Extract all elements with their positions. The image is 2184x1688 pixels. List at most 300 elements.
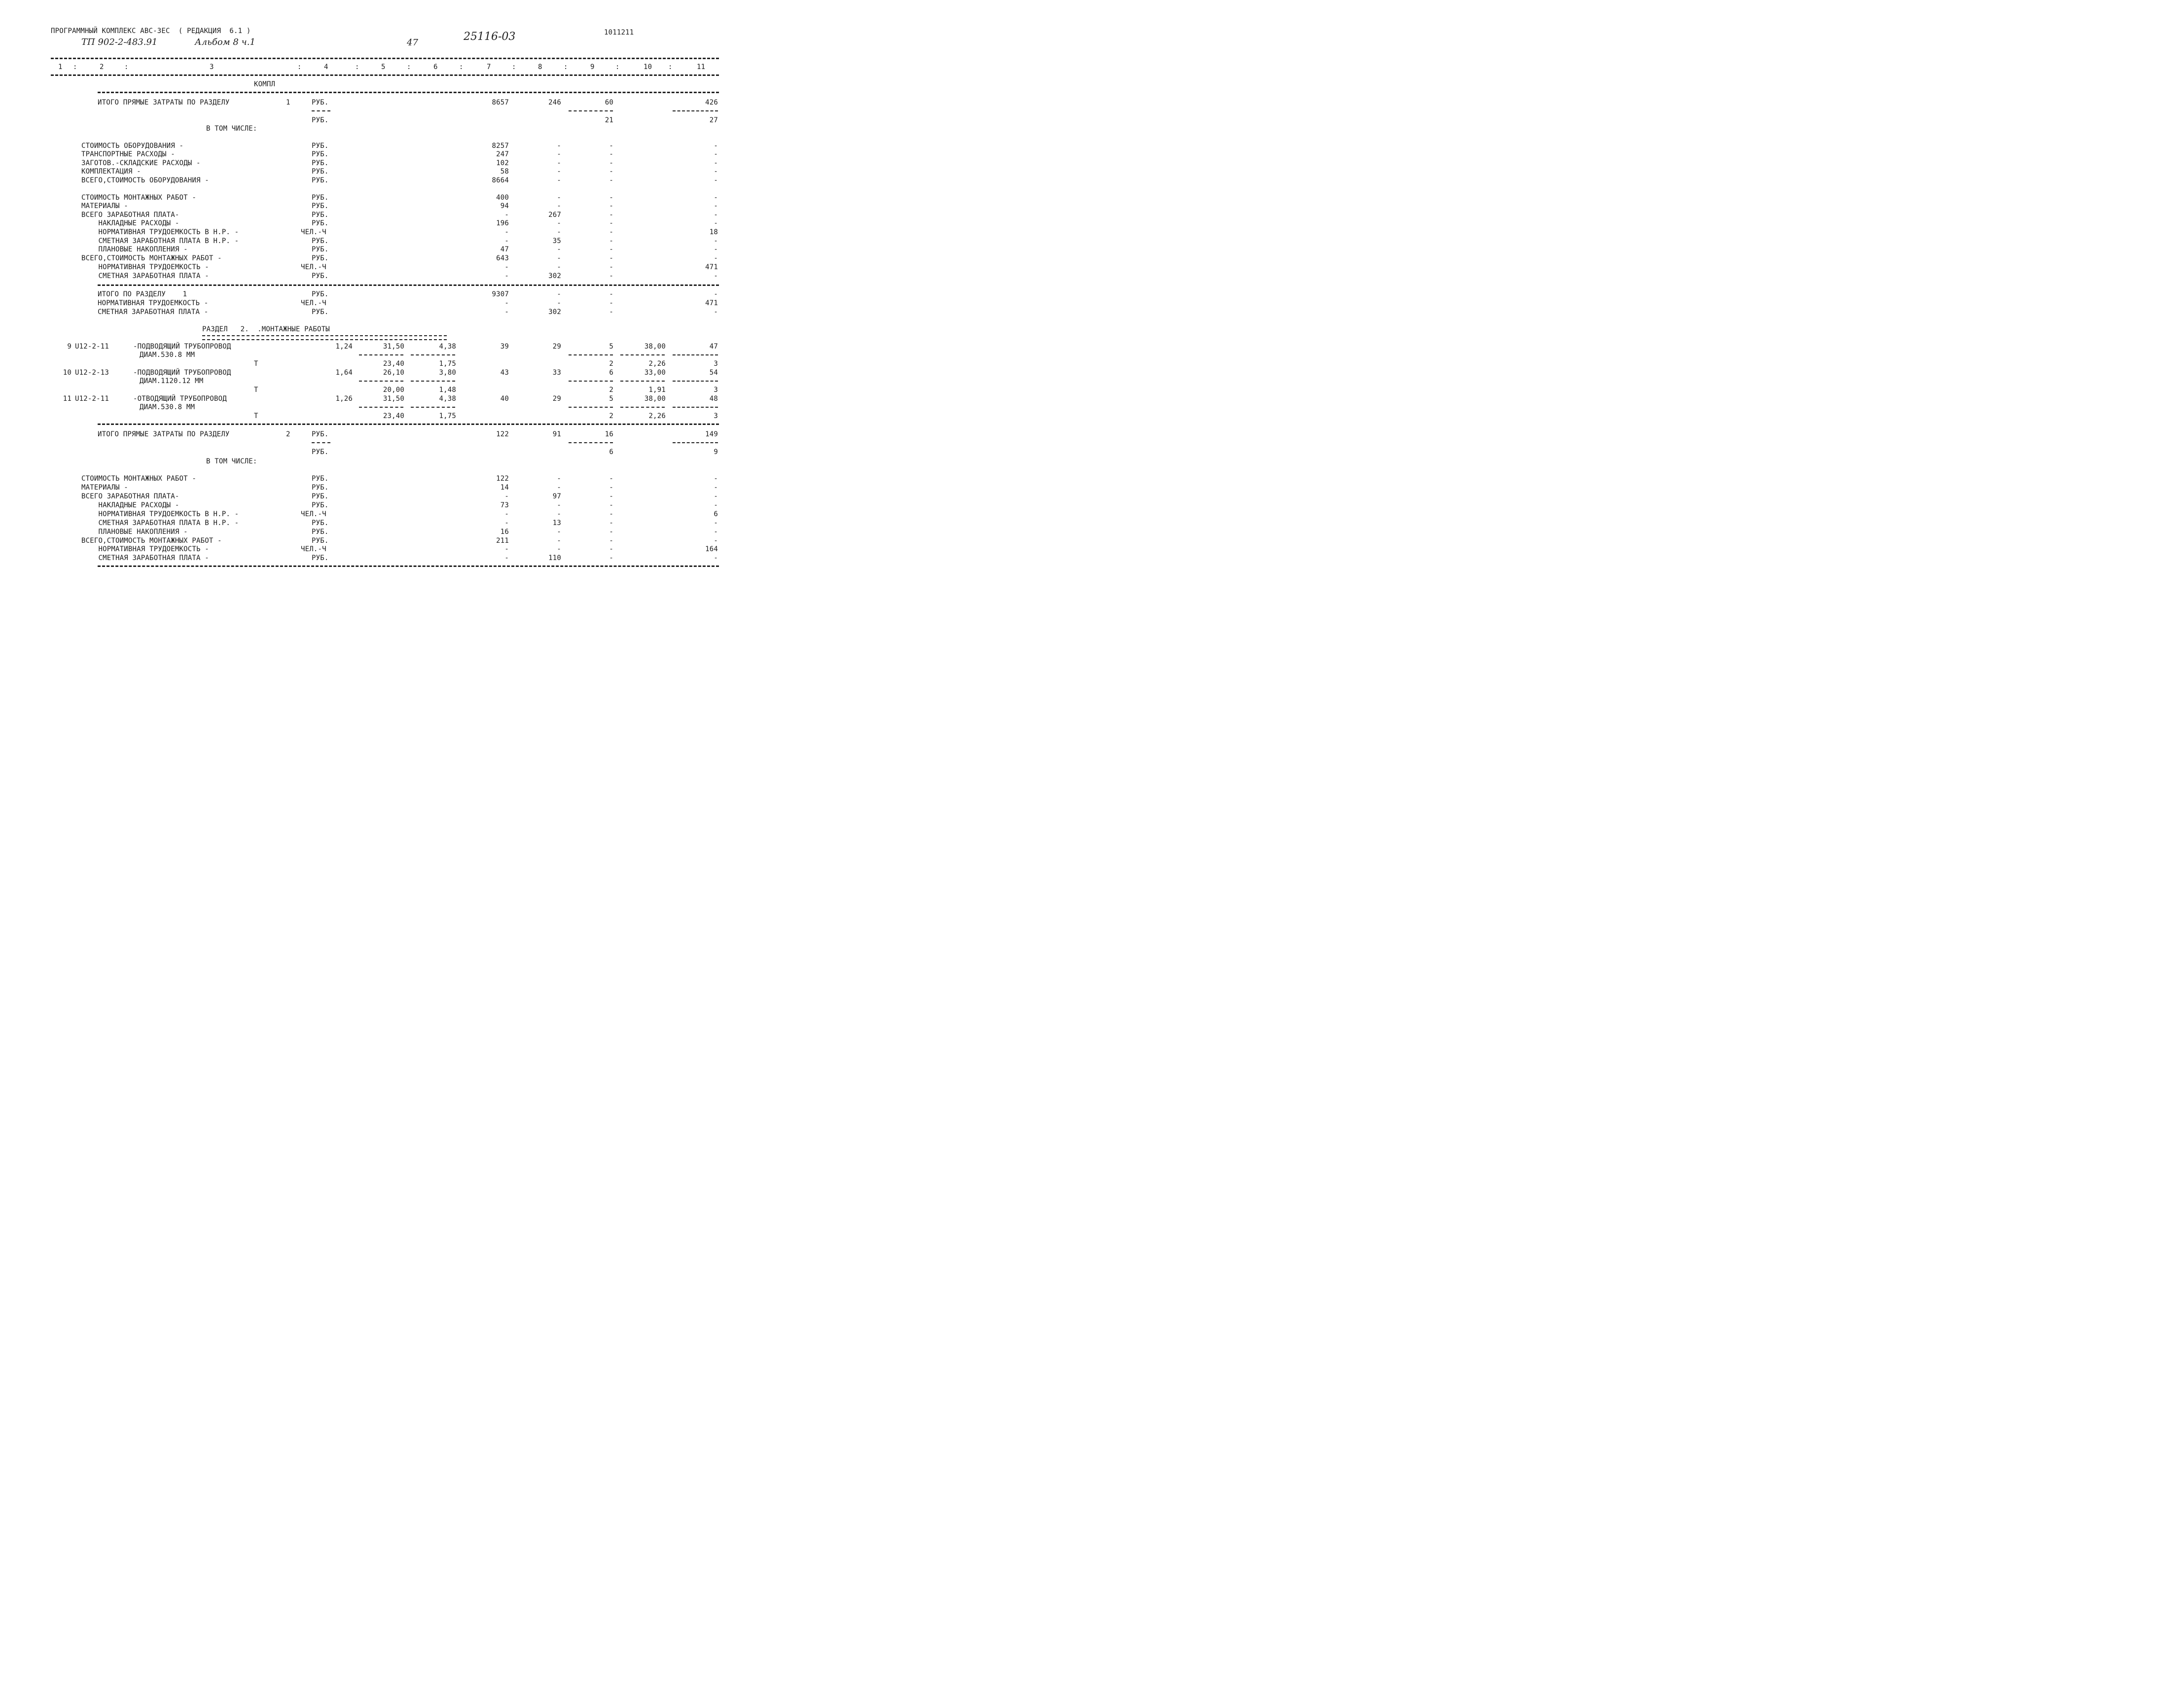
section1-row-c7: - [504, 263, 509, 271]
item-tonnage-c5: 23,40 [383, 412, 404, 420]
section2-row-c8: - [557, 537, 561, 545]
section1-direct-total-c7: 8657 [492, 99, 509, 106]
section2-direct-total-label: ИТОГО ПРЯМЫЕ ЗАТРАТЫ ПО РАЗДЕЛУ [98, 430, 230, 438]
item-underline [411, 407, 455, 408]
section2-row-unit: РУБ. [312, 492, 329, 500]
item-tonnage-c11: 3 [714, 386, 718, 394]
column-divider: : [615, 63, 620, 71]
section2-number: 2 [286, 430, 290, 438]
section2-row-unit: РУБ. [312, 528, 329, 536]
item-tonnage-marker: Т [254, 386, 258, 394]
item-underline [569, 407, 613, 408]
section2-row-c9: - [609, 475, 613, 483]
section2-row-unit: РУБ. [312, 501, 329, 509]
section1-direct-total-c9: 60 [605, 99, 613, 106]
item-c6: 4,38 [439, 343, 456, 351]
column-number-4: 4 [324, 63, 328, 71]
item-c5: 31,50 [383, 343, 404, 351]
section2-row-c9: - [609, 537, 613, 545]
section2-direct-total-c7: 122 [496, 430, 509, 438]
section1-row-unit: РУБ. [312, 202, 329, 210]
section2-row-c8: 110 [548, 554, 561, 562]
section1-row-label: ЗАГОТОВ.-СКЛАДСКИЕ РАСХОДЫ - [81, 159, 201, 167]
item-c9: 5 [609, 395, 613, 403]
section1-row-c11: - [714, 176, 718, 184]
item-tonnage-c9: 2 [609, 412, 613, 420]
section1-row-unit: РУБ. [312, 159, 329, 167]
section2-row-c9: - [609, 545, 613, 553]
section1-total-c7: - [504, 299, 509, 307]
section1-row-c8: - [557, 246, 561, 253]
column-number-5: 5 [381, 63, 386, 71]
section1-total-label: ИТОГО ПО РАЗДЕЛУ 1 [98, 290, 187, 298]
section2-row-c7: 211 [496, 537, 509, 545]
section2-row-c8: - [557, 528, 561, 536]
section1-row-c9: - [609, 150, 613, 158]
item-quantity: 1,24 [335, 343, 353, 351]
section1-row-c8: - [557, 263, 561, 271]
section2-row-c11: - [714, 528, 718, 536]
item-tonnage-c10: 1,91 [648, 386, 666, 394]
column-divider: : [297, 63, 302, 71]
item-underline [359, 381, 403, 382]
item-tonnage-c6: 1,75 [439, 360, 456, 368]
section2-direct-total-c9: 16 [605, 430, 613, 438]
section2-row-c8: 13 [552, 519, 561, 527]
section2-row-c11: 164 [705, 545, 718, 553]
item-c10: 38,00 [644, 395, 666, 403]
section1-row-c9: - [609, 254, 613, 262]
section2-row-c11: - [714, 484, 718, 492]
section1-total-c9: - [609, 290, 613, 298]
item-tonnage-c11: 3 [714, 360, 718, 368]
section2-row-c11: - [714, 501, 718, 509]
section2-row-unit: РУБ. [312, 554, 329, 562]
section2-including-label: В ТОМ ЧИСЛЕ: [206, 457, 257, 465]
document-code: 1011211 [604, 29, 634, 36]
section2-row-c11: - [714, 492, 718, 500]
unit-underline [312, 110, 330, 111]
section1-row-c7: - [504, 272, 509, 280]
section1-row-c11: - [714, 202, 718, 210]
column-number-10: 10 [644, 63, 652, 71]
section1-row-label: СМЕТНАЯ ЗАРАБОТНАЯ ПЛАТА В Н.Р. - [81, 237, 239, 245]
handwritten-doc-number: 25116-03 [464, 31, 516, 43]
section2-direct-total-c11: 149 [705, 430, 718, 438]
section1-row-c11: - [714, 219, 718, 227]
section1-row-c11: - [714, 168, 718, 176]
item-tonnage-c10: 2,26 [648, 360, 666, 368]
section2-row-label: СМЕТНАЯ ЗАРАБОТНАЯ ПЛАТА - [81, 554, 209, 562]
section1-row-unit: РУБ. [312, 150, 329, 158]
section1-row-unit: РУБ. [312, 142, 329, 150]
item-tonnage-c9: 2 [609, 386, 613, 394]
item-c10: 33,00 [644, 369, 666, 377]
item-c11: 47 [709, 343, 718, 351]
item-number: 11 [63, 395, 72, 403]
column-divider: : [668, 63, 673, 71]
section1-direct-total-c11: 426 [705, 99, 718, 106]
section1-row-c7: 8664 [492, 176, 509, 184]
section1-row-unit: РУБ. [312, 168, 329, 176]
unit: РУБ. [312, 448, 329, 456]
section1-total-c9: - [609, 308, 613, 316]
section2-row-c7: 73 [500, 501, 509, 509]
item-underline [673, 381, 718, 382]
item-tonnage-c10: 2,26 [648, 412, 666, 420]
compl-label: КОМПЛ [254, 80, 276, 88]
item-c11: 48 [709, 395, 718, 403]
section1-row-unit: РУБ. [312, 272, 329, 280]
section1-number: 1 [286, 99, 290, 106]
section2-row-c7: - [504, 519, 509, 527]
section1-total-label: СМЕТНАЯ ЗАРАБОТНАЯ ПЛАТА - [98, 308, 209, 316]
section1-row-unit: РУБ. [312, 176, 329, 184]
section1-row-c9: - [609, 272, 613, 280]
section1-total-unit: ЧЕЛ.-Ч [301, 299, 326, 307]
section1-row-c9: - [609, 211, 613, 219]
item-name-detail: ДИАМ.530.8 ММ [140, 403, 195, 411]
column-number-11: 11 [697, 63, 706, 71]
section1-row-c7: 94 [500, 202, 509, 210]
section1-row-c8: - [557, 168, 561, 176]
item-c8: 33 [552, 369, 561, 377]
section1-row-label: МАТЕРИАЛЫ - [81, 202, 128, 210]
section2-row-unit: РУБ. [312, 484, 329, 492]
column-number-1: 1 [58, 63, 63, 71]
section1-row-label: ПЛАНОВЫЕ НАКОПЛЕНИЯ - [81, 246, 188, 253]
section1-total-c8: - [557, 299, 561, 307]
section1-row-c11: - [714, 150, 718, 158]
section1-row-c11: - [714, 142, 718, 150]
section1-row-c8: - [557, 219, 561, 227]
section1-row-c11: - [714, 246, 718, 253]
section1-row-c11: - [714, 272, 718, 280]
section1-row-c8: 267 [548, 211, 561, 219]
value-underline [673, 110, 718, 111]
section1-row-unit: ЧЕЛ.-Ч [301, 228, 326, 236]
header-separator [51, 74, 719, 76]
section1-row-c11: 471 [705, 263, 718, 271]
section1-row-label: ВСЕГО,СТОИМОСТЬ ОБОРУДОВАНИЯ - [81, 176, 209, 184]
item-underline [411, 381, 455, 382]
section1-row-c8: 35 [552, 237, 561, 245]
item-name-detail: ДИАМ.1120.12 ММ [140, 377, 204, 385]
section1-row-c7: 102 [496, 159, 509, 167]
item-c7: 39 [500, 343, 509, 351]
section1-row-label: ВСЕГО,СТОИМОСТЬ МОНТАЖНЫХ РАБОТ - [81, 254, 222, 262]
unit: РУБ. [312, 99, 329, 106]
section1-row-c9: - [609, 202, 613, 210]
section1-row-c9: - [609, 159, 613, 167]
section1-row-c11: 18 [709, 228, 718, 236]
value-underline [673, 442, 718, 443]
section1-total-c8: - [557, 290, 561, 298]
section2-row-c8: - [557, 475, 561, 483]
item-underline [673, 354, 718, 355]
section1-total-c8: 302 [548, 308, 561, 316]
section2-row-c9: - [609, 528, 613, 536]
item-quantity: 1,26 [335, 395, 353, 403]
item-c5: 26,10 [383, 369, 404, 377]
section2-direct-total-sub-c11: 9 [714, 448, 718, 456]
item-c11: 54 [709, 369, 718, 377]
item-c6: 3,80 [439, 369, 456, 377]
item-tonnage-c6: 1,75 [439, 412, 456, 420]
section2-row-c7: - [504, 545, 509, 553]
section2-row-c7: 14 [500, 484, 509, 492]
item-name: -ПОДВОДЯЩИЙ ТРУБОПРОВОД [133, 369, 231, 377]
section1-row-c7: 47 [500, 246, 509, 253]
section2-row-c9: - [609, 501, 613, 509]
value-underline [569, 442, 613, 443]
section1-row-c8: - [557, 142, 561, 150]
value-underline [569, 110, 613, 111]
section2-row-c11: - [714, 519, 718, 527]
section2-row-unit: РУБ. [312, 537, 329, 545]
program-title: ПРОГРАММНЫЙ КОМПЛЕКС АВС-3ЕС ( РЕДАКЦИЯ 6.1 ) [51, 27, 251, 35]
section2-row-c11: - [714, 475, 718, 483]
section2-row-c7: - [504, 492, 509, 500]
section1-totals-separator [98, 284, 719, 286]
section1-row-label: СТОИМОСТЬ ОБОРУДОВАНИЯ - [81, 142, 184, 150]
section2-row-c7: 16 [500, 528, 509, 536]
column-divider: : [124, 63, 129, 71]
section1-row-label: КОМПЛЕКТАЦИЯ - [81, 168, 141, 176]
handwritten-project: ТП 902-2-483.91 [81, 37, 158, 47]
bottom-separator [98, 565, 719, 567]
section2-row-c8: - [557, 545, 561, 553]
section2-title: РАЗДЕЛ 2. .МОНТАЖНЫЕ РАБОТЫ [202, 325, 330, 333]
section1-row-label: ТРАНСПОРТНЫЕ РАСХОДЫ - [81, 150, 175, 158]
section1-row-c9: - [609, 194, 613, 202]
item-underline [359, 354, 403, 355]
section1-row-unit: РУБ. [312, 254, 329, 262]
section2-row-c11: 6 [714, 510, 718, 518]
section1-row-c8: - [557, 228, 561, 236]
item-name: -ОТВОДЯЩИЙ ТРУБОПРОВОД [133, 395, 227, 403]
item-c8: 29 [552, 395, 561, 403]
column-divider: : [512, 63, 516, 71]
item-underline [359, 407, 403, 408]
column-number-7: 7 [487, 63, 491, 71]
section2-row-c9: - [609, 492, 613, 500]
item-c7: 43 [500, 369, 509, 377]
unit-underline [312, 442, 330, 443]
section2-row-c8: 97 [552, 492, 561, 500]
section2-row-c7: - [504, 510, 509, 518]
section2-row-c9: - [609, 510, 613, 518]
section1-total-c7: - [504, 308, 509, 316]
section2-row-c11: - [714, 554, 718, 562]
section1-row-c9: - [609, 219, 613, 227]
column-divider: : [459, 63, 464, 71]
section2-row-unit: ЧЕЛ.-Ч [301, 545, 326, 553]
section2-row-label: НАКЛАДНЫЕ РАСХОДЫ - [81, 501, 179, 509]
section1-row-c9: - [609, 176, 613, 184]
item-code: U12-2-13 [75, 369, 109, 377]
item-underline [411, 354, 455, 355]
section1-total-unit: РУБ. [312, 290, 329, 298]
column-number-3: 3 [210, 63, 214, 71]
item-underline [673, 407, 718, 408]
section1-total-unit: РУБ. [312, 308, 329, 316]
section1-row-c7: - [504, 211, 509, 219]
section1-row-c7: - [504, 237, 509, 245]
section1-row-label: НОРМАТИВНАЯ ТРУДОЕМКОСТЬ В Н.Р. - [81, 228, 239, 236]
section1-row-unit: РУБ. [312, 219, 329, 227]
item-underline [620, 407, 665, 408]
section2-row-label: МАТЕРИАЛЫ - [81, 484, 128, 492]
section1-row-c9: - [609, 237, 613, 245]
item-tonnage-c9: 2 [609, 360, 613, 368]
section2-row-c9: - [609, 554, 613, 562]
section1-row-c11: - [714, 237, 718, 245]
section2-row-c11: - [714, 537, 718, 545]
section1-row-label: НОРМАТИВНАЯ ТРУДОЕМКОСТЬ - [81, 263, 209, 271]
section1-row-c11: - [714, 211, 718, 219]
section1-row-c8: - [557, 254, 561, 262]
item-underline [569, 354, 613, 355]
section1-row-c8: - [557, 176, 561, 184]
section2-direct-total-sub-c9: 6 [609, 448, 613, 456]
section1-row-c11: - [714, 194, 718, 202]
section1-total-label: НОРМАТИВНАЯ ТРУДОЕМКОСТЬ - [98, 299, 209, 307]
section1-row-label: СТОИМОСТЬ МОНТАЖНЫХ РАБОТ - [81, 194, 196, 202]
item-number: 9 [67, 343, 72, 351]
section1-row-c7: - [504, 228, 509, 236]
item-tonnage-c11: 3 [714, 412, 718, 420]
section2-row-unit: РУБ. [312, 475, 329, 483]
section1-row-label: НАКЛАДНЫЕ РАСХОДЫ - [81, 219, 179, 227]
section1-row-unit: РУБ. [312, 194, 329, 202]
column-divider: : [564, 63, 568, 71]
section1-row-unit: РУБ. [312, 211, 329, 219]
section2-row-label: НОРМАТИВНАЯ ТРУДОЕМКОСТЬ В Н.Р. - [81, 510, 239, 518]
section1-row-c9: - [609, 228, 613, 236]
section2-row-unit: ЧЕЛ.-Ч [301, 510, 326, 518]
section2-row-c8: - [557, 510, 561, 518]
section1-row-c8: - [557, 194, 561, 202]
section1-row-c7: 247 [496, 150, 509, 158]
item-name: -ПОДВОДЯЩИЙ ТРУБОПРОВОД [133, 343, 231, 351]
column-number-2: 2 [100, 63, 104, 71]
item-c5: 31,50 [383, 395, 404, 403]
item-c9: 5 [609, 343, 613, 351]
section1-row-c8: 302 [548, 272, 561, 280]
column-divider: : [73, 63, 77, 71]
section1-row-unit: РУБ. [312, 246, 329, 253]
section1-row-c8: - [557, 202, 561, 210]
section1-row-c7: 58 [500, 168, 509, 176]
column-number-9: 9 [590, 63, 595, 71]
item-underline [569, 381, 613, 382]
column-number-8: 8 [538, 63, 542, 71]
section1-row-c8: - [557, 159, 561, 167]
section1-row-c8: - [557, 150, 561, 158]
item-c10: 38,00 [644, 343, 666, 351]
section1-total-c7: 9307 [492, 290, 509, 298]
item-tonnage-c5: 23,40 [383, 360, 404, 368]
section1-row-unit: РУБ. [312, 237, 329, 245]
section1-total-c11: - [714, 290, 718, 298]
item-tonnage-c5: 20,00 [383, 386, 404, 394]
section1-direct-total-label: ИТОГО ПРЯМЫЕ ЗАТРАТЫ ПО РАЗДЕЛУ [98, 99, 230, 106]
unit: РУБ. [312, 430, 329, 438]
unit: РУБ. [312, 116, 329, 124]
section1-row-c7: 400 [496, 194, 509, 202]
section2-row-label: НОРМАТИВНАЯ ТРУДОЕМКОСТЬ - [81, 545, 209, 553]
item-underline [620, 381, 665, 382]
item-quantity: 1,64 [335, 369, 353, 377]
item-underline [620, 354, 665, 355]
item-number: 10 [63, 369, 72, 377]
section1-total-c11: 471 [705, 299, 718, 307]
item-tonnage-c6: 1,48 [439, 386, 456, 394]
section1-row-label: ВСЕГО ЗАРАБОТНАЯ ПЛАТА- [81, 211, 179, 219]
section1-total-c9: - [609, 299, 613, 307]
section2-row-c7: 122 [496, 475, 509, 483]
section2-row-unit: РУБ. [312, 519, 329, 527]
section1-row-c9: - [609, 263, 613, 271]
section2-items-separator [98, 423, 719, 425]
item-tonnage-marker: Т [254, 412, 258, 420]
top-separator [51, 58, 719, 59]
item-code: U12-2-11 [75, 395, 109, 403]
column-number-6: 6 [433, 63, 438, 71]
section2-row-c8: - [557, 501, 561, 509]
section1-row-c7: 196 [496, 219, 509, 227]
section1-row-c9: - [609, 246, 613, 253]
section2-title-underline [202, 335, 447, 340]
column-divider: : [407, 63, 411, 71]
section1-separator [98, 92, 719, 93]
item-name-detail: ДИАМ.530.8 ММ [140, 351, 195, 359]
section1-direct-total-sub-c9: 21 [605, 116, 613, 124]
item-code: U12-2-11 [75, 343, 109, 351]
section1-row-c9: - [609, 142, 613, 150]
item-c7: 40 [500, 395, 509, 403]
section2-row-label: ВСЕГО ЗАРАБОТНАЯ ПЛАТА- [81, 492, 179, 500]
section2-row-label: ПЛАНОВЫЕ НАКОПЛЕНИЯ - [81, 528, 188, 536]
section1-total-c11: - [714, 308, 718, 316]
section2-row-label: СМЕТНАЯ ЗАРАБОТНАЯ ПЛАТА В Н.Р. - [81, 519, 239, 527]
section1-direct-total-c8: 246 [548, 99, 561, 106]
item-tonnage-marker: Т [254, 360, 258, 368]
column-divider: : [355, 63, 359, 71]
item-c6: 4,38 [439, 395, 456, 403]
section1-row-label: СМЕТНАЯ ЗАРАБОТНАЯ ПЛАТА - [81, 272, 209, 280]
section2-row-c7: - [504, 554, 509, 562]
section2-row-c9: - [609, 519, 613, 527]
section2-direct-total-c8: 91 [552, 430, 561, 438]
section1-direct-total-sub-c11: 27 [709, 116, 718, 124]
item-c9: 6 [609, 369, 613, 377]
item-c8: 29 [552, 343, 561, 351]
handwritten-page-number: 47 [407, 37, 418, 48]
section1-row-c7: 8257 [492, 142, 509, 150]
section1-row-unit: ЧЕЛ.-Ч [301, 263, 326, 271]
section2-row-c8: - [557, 484, 561, 492]
section2-row-c9: - [609, 484, 613, 492]
section1-row-c11: - [714, 159, 718, 167]
section1-row-c7: 643 [496, 254, 509, 262]
section2-row-label: ВСЕГО,СТОИМОСТЬ МОНТАЖНЫХ РАБОТ - [81, 537, 222, 545]
section1-row-c11: - [714, 254, 718, 262]
section2-row-label: СТОИМОСТЬ МОНТАЖНЫХ РАБОТ - [81, 475, 196, 483]
handwritten-album: Альбом 8 ч.1 [195, 37, 255, 47]
section1-including-label: В ТОМ ЧИСЛЕ: [206, 125, 257, 133]
